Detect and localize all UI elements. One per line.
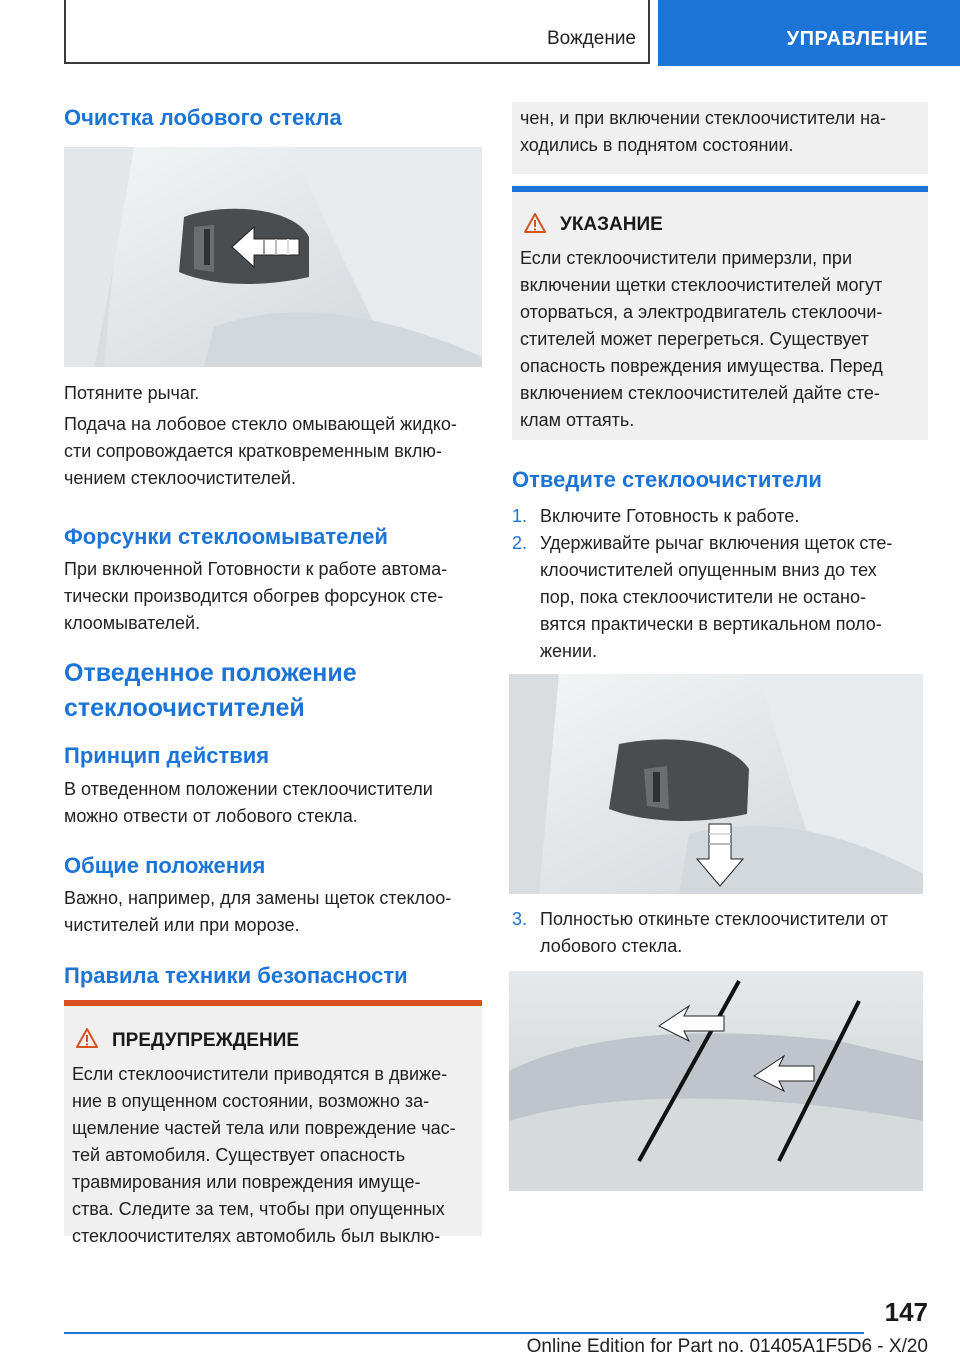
page-number: 147 [884, 1297, 928, 1327]
text-washer-fluid: Подача на лобовое стекло омывающей жидко- сти сопровождается кратковременным вклю- чением стеклоочистителей. [64, 414, 457, 488]
text-washer-nozzles: При включенной Готовности к работе автома- тически производится обогрев форсунок сте- клоомывателей. [64, 559, 448, 633]
footer-edition: Online Edition for Part no. 01405A1F5D6 - X/20 [526, 1336, 928, 1357]
list-item-number: 2. [512, 533, 528, 553]
notice-bar [512, 186, 928, 192]
notice-text: Если стеклоочистители примерзли, при включении щетки стеклоочистителей могут оторваться, а электродвигатель стеклоочи- стителей может перегреться. Существует опасность повреждения имущества. Перед включением стеклоочистителей дайте сте- клам оттаять. [520, 248, 883, 430]
header-frame [64, 0, 650, 64]
heading-wiper-folded-position: Отведенное положение стеклоочистителей [64, 659, 357, 722]
footer-divider [64, 1332, 864, 1334]
wiper-lever-pull-image [64, 147, 482, 367]
text-principle: В отведенном положении стеклоочистители можно отвести от лобового стекла. [64, 779, 433, 826]
warning-text-continued: чен, и при включении стеклоочистители на- ходились в поднятом состоянии. [520, 108, 887, 155]
notice-title: УКАЗАНИЕ [560, 214, 663, 235]
header-section-title: Вождение [546, 28, 636, 49]
header-chapter-title: УПРАВЛЕНИЕ [786, 28, 928, 50]
heading-fold-wipers: Отведите стеклоочистители [512, 467, 822, 492]
list-item-number: 1. [512, 506, 528, 526]
list-item-number: 3. [512, 909, 528, 929]
wiper-lever-hold-down-image [509, 674, 923, 894]
list-item-text: Включите Готовность к работе. [540, 506, 800, 526]
header-chapter-tab [658, 0, 960, 66]
wipers-folded-image [509, 971, 923, 1191]
list-item-text: Удерживайте рычаг включения щеток сте- клоочистителей опущенным вниз до тех пор, пока стеклоочистители не остано- вятся практически в вертикальном поло- жении. [540, 533, 893, 661]
warning-bar [64, 1000, 482, 1006]
heading-principle: Принцип действия [64, 743, 270, 768]
heading-washer-nozzles: Форсунки стеклоомывателей [64, 524, 388, 549]
text-pull-lever: Потяните рычаг. [64, 383, 200, 403]
list-item-text: Полностью откиньте стеклоочистители от лобового стекла. [540, 909, 888, 956]
warning-triangle-icon [76, 1028, 98, 1048]
warning-title: ПРЕДУПРЕЖДЕНИЕ [112, 1030, 300, 1051]
text-general: Важно, например, для замены щеток стеклоо- чистителей или при морозе. [64, 888, 452, 935]
notice-triangle-icon [524, 213, 546, 233]
heading-windshield-cleaning: Очистка лобового стекла [64, 105, 342, 130]
warning-text: Если стеклоочистители приводятся в движе- ние в опущенном состоянии, возможно за- щемление частей тела или повреждение час- тей автомобиля. Существует опасность травмирования или повреждения имуще- ства. Следите за тем, чтобы при опущенных стеклоочистителях автомобиль был выклю- [72, 1064, 456, 1246]
heading-general: Общие положения [64, 853, 266, 878]
heading-safety: Правила техники безопасности [64, 963, 408, 988]
page-header [0, 0, 960, 66]
